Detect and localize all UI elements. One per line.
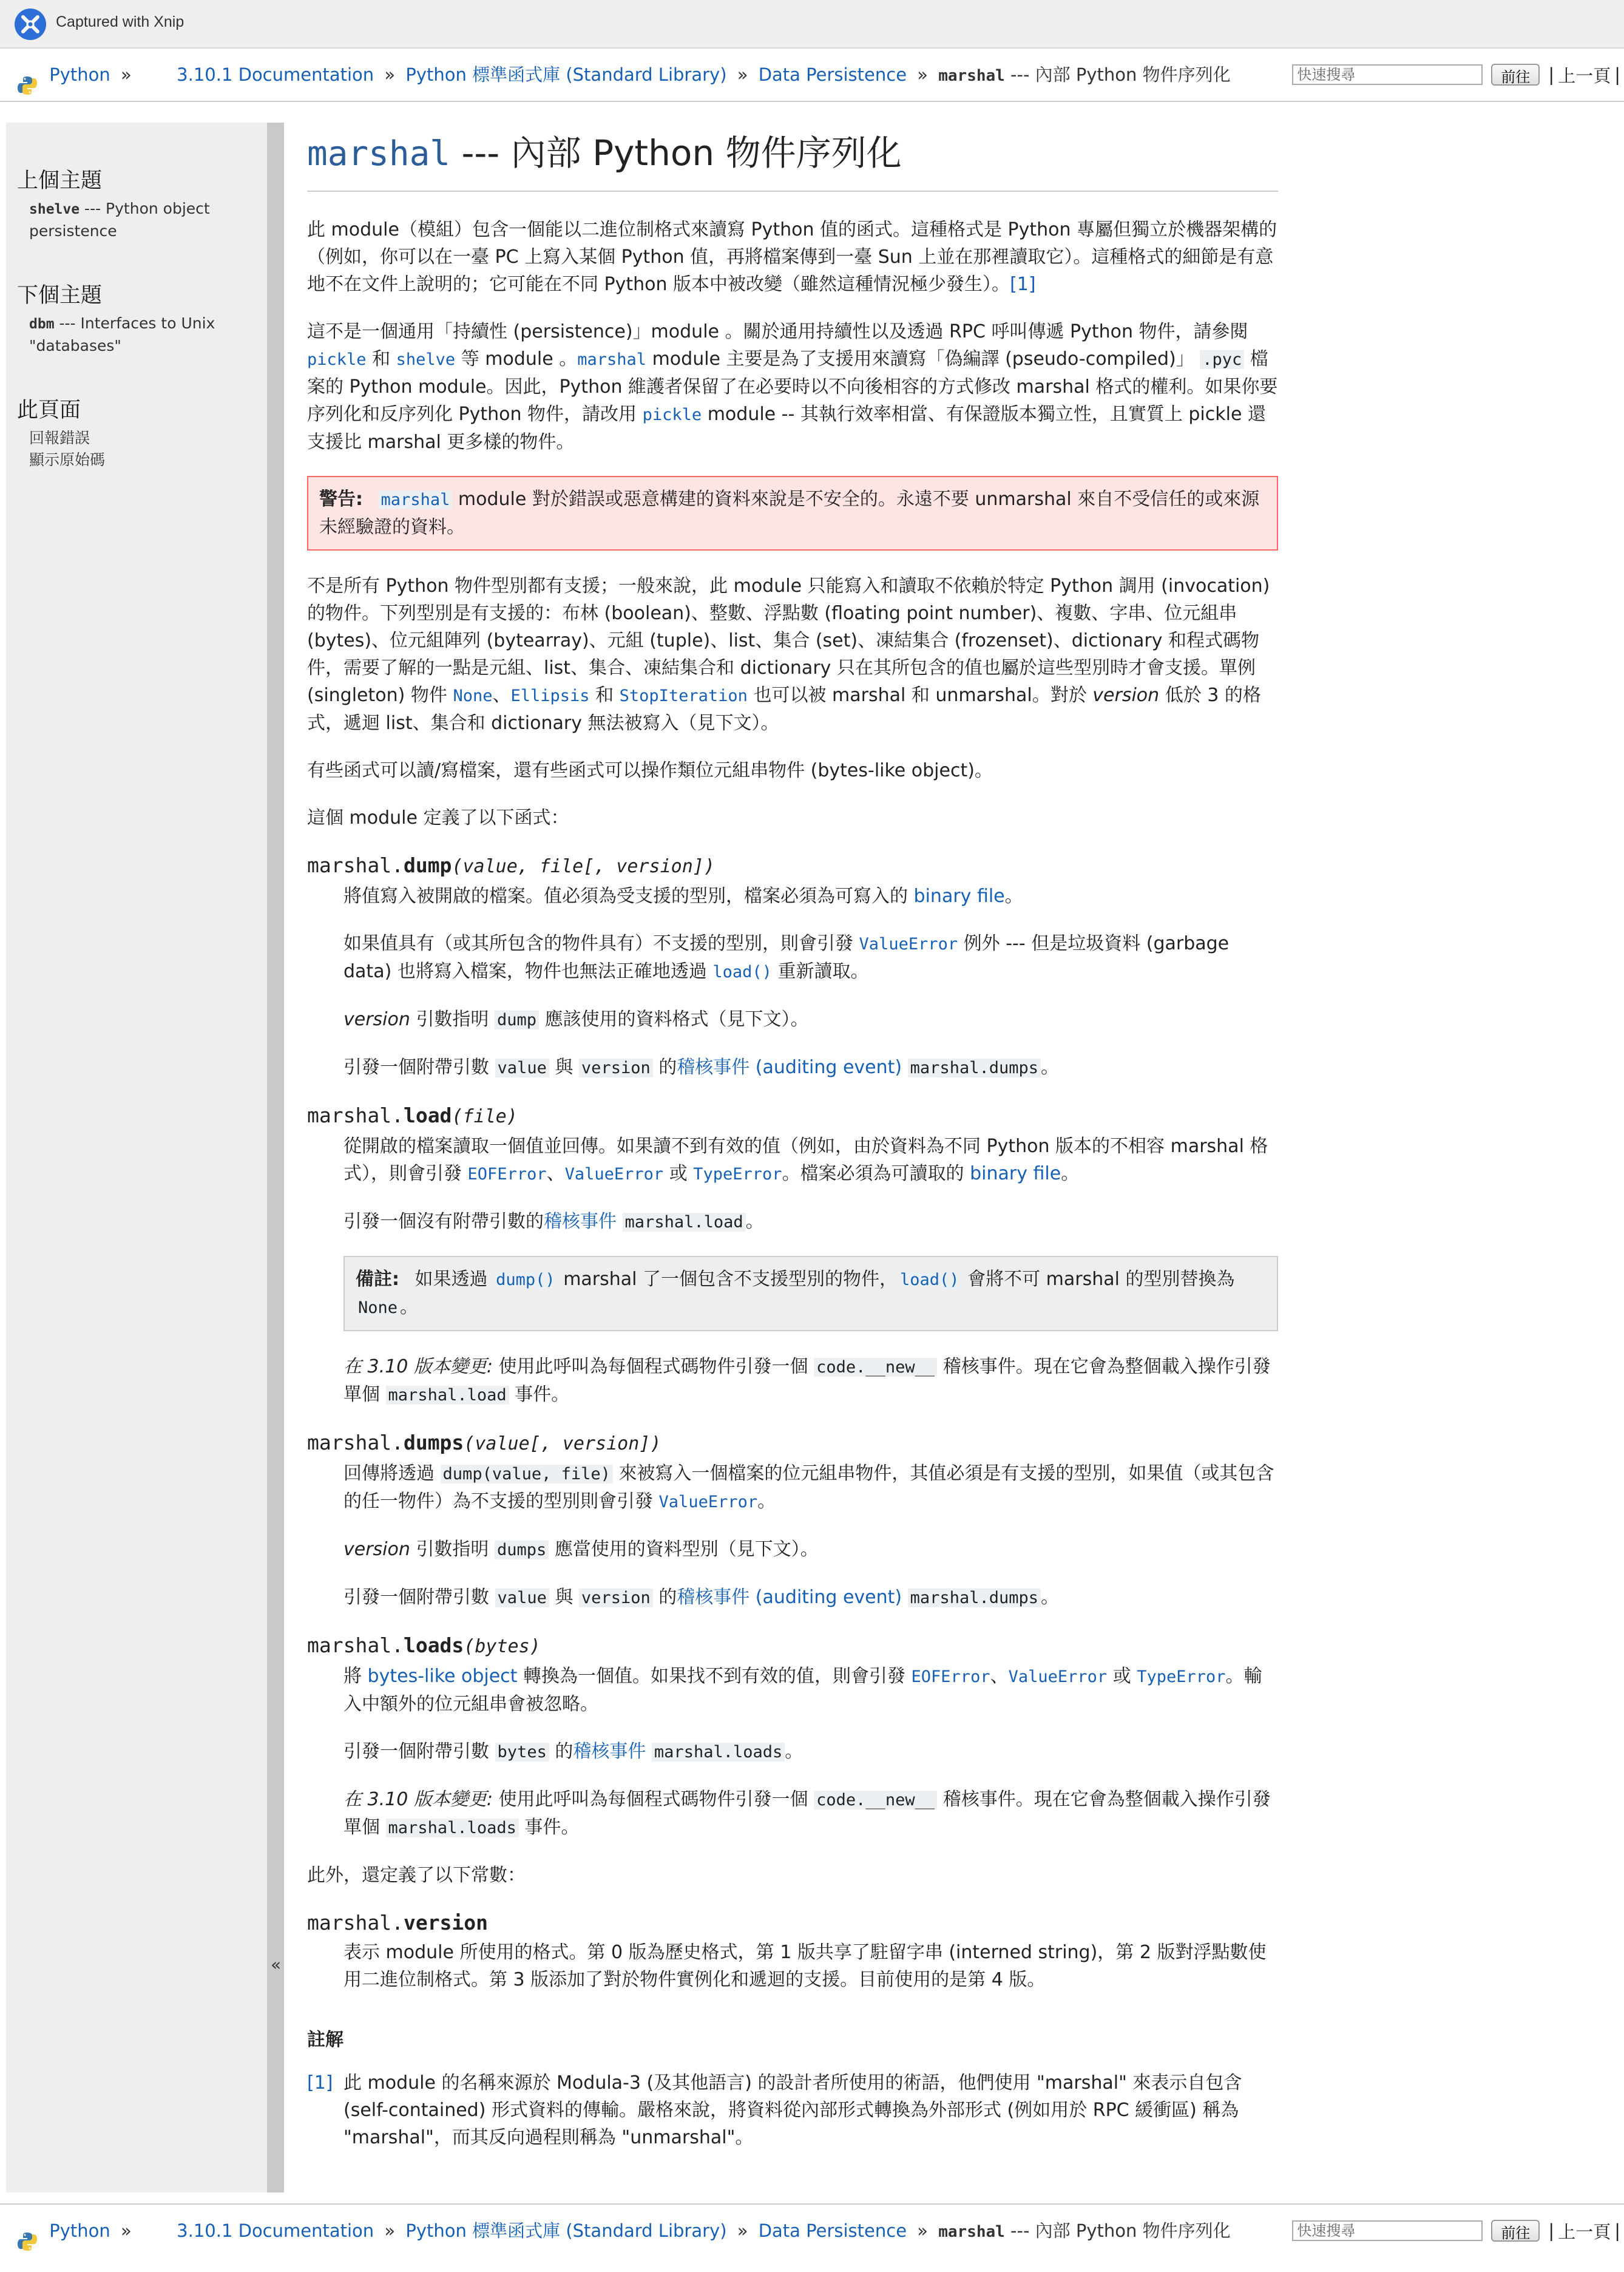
load-signature: marshal.load(file) [307,1104,518,1127]
supported-types-paragraph: 不是所有 Python 物件型別都有支援；一般來說，此 module 只能寫入和讀取不依賴於特定 Python 調用 (invocation) 的物件。下列型別是有支援的：布林 (boolean)、整數、浮點數 (floating point number)、複數、字串、位元組串 (bytes)、位元組陣列 (bytearray)、元組 (tuple)、list、集合 (set)、凍結集合 (frozenset)、dictionary 和程式碼物件，需要了解的一點是元組、list、集合、凍結集合和 dictionary 只在其所包含的值也屬於這些型別時才會支援。單例 (singleton) 物件 None、Ellipsis 和 StopIteration 也可以被 marshal 和 unmarshal。對於 version 低於 3 的格式，遞迴 list、集合和 dictionary 無法被寫入（見下文）。 [307,575,1270,734]
version-signature: marshal.version [307,1911,489,1935]
dump-link[interactable]: dump() [493,1270,558,1289]
version-changed-label: 在 3.10 版本變更: [343,1356,493,1377]
binary-file-link[interactable]: binary file [913,886,1005,907]
capture-bar [0,0,1624,49]
breadcrumb-python[interactable]: Python [49,64,110,85]
dumps-signature: marshal.dumps(value[, version]) [307,1431,661,1454]
loads-signature: marshal.loads(bytes) [307,1633,541,1657]
nav-separator: | [1614,64,1620,85]
persistence-paragraph: 這不是一個通用「持續性 (persistence)」module 。關於通用持續性以及透過 RPC 呼叫傳遞 Python 物件，請參閱 pickle 和 shelve 等 module 。marshal module 主要是為了支援用來讀寫「偽編譯 (pseudo-compiled)」 .pyc 檔案的 Python module。因此，Python 維護者保留了在必要時以不向後相容的方式修改 marshal 格式的權利。如果你要序列化和反序列化 Python 物件，請改用 pickle module -- 其執行效率相當、有保證版本獨立性，且實質上 pickle 還支援比 marshal 更多樣的物件。 [307,321,1278,453]
page-title [307,132,1278,192]
dump-description: 將值寫入被開啟的檔案。值必須為受支援的型別，檔案必須為可寫入的 binary file。 如果值具有（或其所包含的物件具有）不支援的型別，則會引發 ValueError 例外 --- 但是垃圾資料 (garbage data) 也將寫入檔案，物件也無法正確地透過 load() 重新讀取。 version 引數指明 dump 應該使用的資料格式（見下文）。 引發一個附帶引數 value 與 version 的稽核事件 (auditing event) marshal.dumps 。 [343,886,1230,1078]
dump-signature: marshal.dump(value, file[, version]) [307,853,715,877]
page-title-code: marshal [307,134,451,174]
prev-page-link[interactable]: 上一頁 [1558,65,1611,86]
breadcrumb [17,49,1231,101]
breadcrumb-current: --- 內部 Python 物件序列化 [1010,2220,1231,2241]
load-link[interactable]: load() [712,963,772,982]
breadcrumb-separator: » [384,2220,396,2241]
dumps-description: 回傳將透過 dump(value, file) 來被寫入一個檔案的位元組串物件，其值必須是有支援的型別，如果值（或其包含的任一物件）為不支援的型別則會引發 ValueError。 version 引數指明 dumps 應當使用的資料型別（見下文）。 引發一個附帶引數 value 與 version 的稽核事件 (auditing event) marshal.dumps 。 [343,1463,1274,1608]
eoferror-link[interactable]: EOFError [911,1667,990,1686]
functions-intro: 這個 module 定義了以下函式： [307,807,569,829]
this-page-heading: 此頁面 [17,398,81,422]
warning-box [307,476,1278,551]
footnote-1 [307,2069,1278,2151]
footnote-text: 此 module 的名稱來源於 Modula-3 (及其他語言) 的設計者所使用的術語，他們使用 "marshal" 來表示自包含 (self-contained) 形式資料的傳輸。嚴格來說，將資料從內部形式轉換為外部形式 (例如用於 RPC 緩衝區) 稱為 "marshal"，而其反向過程則稱為 "unmarshal"。 [343,2072,1242,2148]
breadcrumb-separator: » [737,2220,748,2241]
version-changed-label: 在 3.10 版本變更: [343,1789,493,1810]
footnote-ref-link[interactable]: [1] [1010,274,1036,295]
binary-file-link[interactable]: binary file [970,1163,1061,1184]
version-description: 表示 module 所使用的格式。第 0 版為歷史格式，第 1 版共享了駐留字串 (interned string)，第 2 版對浮點數使用二進位制格式。第 3 版添加了對於物件實例化和遞迴的支援。目前使用的是第 4 版。 [343,1942,1267,1990]
valueerror-link[interactable]: ValueError [859,935,958,954]
auditing-event-link[interactable]: 稽核事件 [544,1211,617,1232]
typeerror-link[interactable]: TypeError [693,1165,782,1184]
search-input[interactable] [1292,2220,1483,2241]
stopiteration-link[interactable]: StopIteration [619,687,748,705]
next-topic-link[interactable] [29,313,260,357]
warning-title: 警告: [319,489,363,510]
xnip-logo-icon [15,8,46,40]
prev-topic-link[interactable] [29,198,260,242]
load-description: 從開啟的檔案讀取一個值並回傳。如果讀不到有效的值（例如，由於資料為不同 Python 版本的不相容 marshal 格式），則會引發 EOFError、ValueError 或 TypeError。檔案必須為可讀取的 binary file。 引發一個沒有附帶引數的稽核事件 marshal.load 。 備註: 如果透過 dump() marshal 了一個包含不支援型別的物件， load() 會將不可 marshal 的型別替換為 None 。 在 3.10 版本變更: 使用此呼叫為每個程式碼物件引發一個 code.__new__ 稽核事件。現在它會為整個載入操作引發單個 marshal.load 事件。 [343,1133,1278,1409]
show-source-link[interactable]: 顯示原始碼 [29,451,106,469]
breadcrumb-persistence[interactable]: Data Persistence [758,64,907,85]
breadcrumb-current: --- 內部 Python 物件序列化 [1010,64,1231,85]
breadcrumb [17,2205,1231,2257]
bytes-paragraph: 有些函式可以讀/寫檔案，還有些函式可以操作類位元組串物件 (bytes-like object)。 [307,760,993,781]
python-logo-icon [17,2220,38,2240]
valueerror-link[interactable]: ValueError [564,1165,664,1184]
next-topic-text: --- Interfaces to Unix "databases" [29,314,215,354]
breadcrumb-current-code: marshal [938,2223,1005,2241]
sidebar-collapse-bar[interactable] [267,123,284,2192]
breadcrumb-separator: » [737,64,748,85]
collapse-sidebar-icon[interactable]: « [271,1955,282,1975]
valueerror-link[interactable]: ValueError [1008,1667,1108,1686]
prev-topic-code: shelve [29,202,80,217]
bottom-navbar [0,2203,1624,2257]
sidebar [6,123,282,2192]
footnote-label-link[interactable]: [1] [307,2072,333,2094]
marshal-link[interactable]: marshal [379,490,453,509]
none-link[interactable]: None [453,687,493,705]
next-topic-code: dbm [29,316,55,332]
typeerror-link[interactable]: TypeError [1137,1667,1226,1686]
ellipsis-link[interactable]: Ellipsis [510,687,590,705]
pickle-link[interactable]: pickle [307,350,367,369]
search-area [1292,2205,1624,2257]
breadcrumb-python[interactable]: Python [49,2220,110,2241]
nav-separator: | [1614,2220,1620,2241]
prev-page-link[interactable]: 上一頁 [1558,2221,1611,2242]
breadcrumb-docs[interactable]: 3.10.1 Documentation [177,64,374,85]
auditing-event-link[interactable]: 稽核事件 (auditing event) [677,1587,902,1608]
loads-description: 將 bytes-like object 轉換為一個值。如果找不到有效的值，則會引發 EOFError、ValueError 或 TypeError。輸入中額外的位元組串會被忽略。 引發一個附帶引數 bytes 的稽核事件 marshal.loads 。 在 3.10 版本變更: 使用此呼叫為每個程式碼物件引發一個 code.__new__ 稽核事件。現在它會為整個載入操作引發單個 marshal.loads 事件。 [343,1666,1271,1838]
python-logo-icon [17,64,38,84]
warning-text: module 對於錯誤或惡意構建的資料來說是不安全的。永遠不要 unmarshal 來自不受信任的或來源未經驗證的資料。 [319,489,1260,538]
breadcrumb-separator: » [384,64,396,85]
intro-text: 此 module（模組）包含一個能以二進位制格式來讀寫 Python 值的函式。這種格式是 Python 專屬但獨立於機器架構的（例如，你可以在一臺 PC 上寫入某個 Python 值，再將檔案傳到一臺 Sun 上並在那裡讀取它）。這種格式的細節是有意地不在文件上說明的；它可能在不同 Python 版本中被改變（雖然這種情況極少發生）。 [307,219,1277,295]
main-content [307,123,1278,2151]
search-area [1292,49,1624,101]
breadcrumb-separator: » [917,64,929,85]
breadcrumb-stdlib[interactable]: Python 標準函式庫 (Standard Library) [405,2220,727,2241]
search-input[interactable] [1292,64,1483,85]
valueerror-link[interactable]: ValueError [658,1493,758,1511]
breadcrumb-separator: » [120,64,132,85]
search-go-button[interactable]: 前往 [1491,64,1540,86]
breadcrumb-current-code: marshal [938,67,1005,85]
constants-intro: 此外，還定義了以下常數： [307,1865,526,1886]
bytes-like-object-link[interactable]: bytes-like object [367,1666,518,1687]
auditing-event-link[interactable]: 稽核事件 (auditing event) [677,1057,902,1078]
pickle-link[interactable]: pickle [642,405,702,424]
breadcrumb-docs[interactable]: 3.10.1 Documentation [177,2220,374,2241]
capture-label: Captured with Xnip [56,13,184,30]
breadcrumb-persistence[interactable]: Data Persistence [758,2220,907,2241]
intro-paragraph [307,216,1278,298]
load-link[interactable]: load() [898,1270,962,1289]
note-box: 備註: 如果透過 dump() marshal 了一個包含不支援型別的物件， load() 會將不可 marshal 的型別替換為 None 。 [343,1256,1278,1331]
page-title-text: --- 內部 Python 物件序列化 [461,132,902,174]
breadcrumb-stdlib[interactable]: Python 標準函式庫 (Standard Library) [405,64,727,85]
note-title: 備註: [356,1269,399,1290]
auditing-event-link[interactable]: 稽核事件 [573,1741,646,1762]
report-bug-link[interactable]: 回報錯誤 [29,429,90,447]
pyc-code: .pyc [1200,350,1244,369]
breadcrumb-separator: » [120,2220,132,2241]
marshal-link[interactable]: marshal [577,350,647,369]
shelve-link[interactable]: shelve [396,350,456,369]
nav-separator: | [1548,64,1555,85]
next-topic-heading: 下個主題 [17,283,103,308]
prev-topic-text: --- Python object persistence [29,200,210,240]
nav-separator: | [1548,2220,1555,2241]
breadcrumb-separator: » [917,2220,929,2241]
eoferror-link[interactable]: EOFError [467,1165,547,1184]
search-go-button[interactable]: 前往 [1491,2220,1540,2242]
top-navbar [0,49,1624,102]
prev-topic-heading: 上個主題 [17,169,103,193]
footnotes-heading: 註解 [307,2029,343,2050]
